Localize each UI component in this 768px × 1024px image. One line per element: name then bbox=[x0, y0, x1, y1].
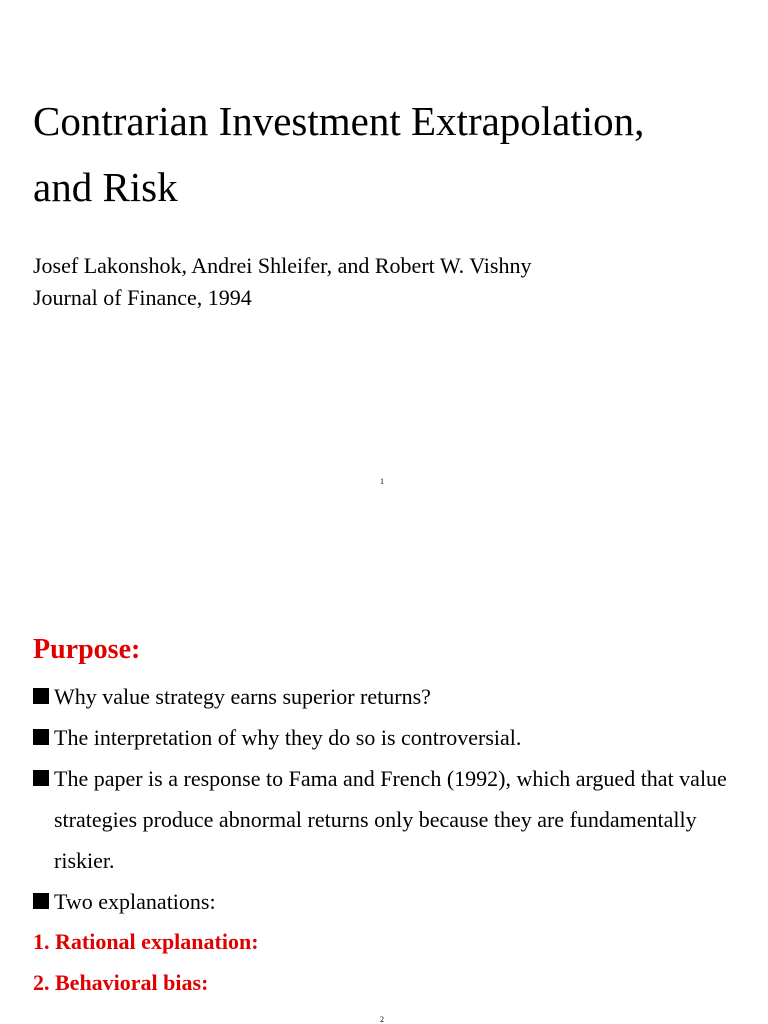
square-bullet-icon bbox=[33, 688, 49, 704]
bullet-item bbox=[33, 758, 743, 881]
square-bullet-icon bbox=[33, 770, 49, 786]
title-slide bbox=[0, 0, 768, 500]
bullet-list bbox=[33, 676, 743, 922]
authors-line: Josef Lakonshok, Andrei Shleifer, and Robert W. Vishny bbox=[33, 253, 532, 278]
bullet-text: The interpretation of why they do so is controversial. bbox=[54, 725, 522, 750]
bullet-item bbox=[33, 676, 743, 717]
page-number: 2 bbox=[380, 1015, 384, 1024]
purpose-slide bbox=[0, 600, 768, 1024]
bullet-text: Why value strategy earns superior returns? bbox=[54, 684, 431, 709]
bullet-item bbox=[33, 881, 743, 922]
author-block bbox=[33, 250, 531, 314]
purpose-heading: Purpose: bbox=[33, 634, 141, 665]
behavioral-bias-item: 2. Behavioral bias: bbox=[33, 970, 209, 995]
bullet-text: Two explanations: bbox=[54, 889, 216, 914]
paper-title-line-2: and Risk bbox=[33, 164, 178, 210]
bullet-item bbox=[33, 717, 743, 758]
paper-title bbox=[33, 88, 753, 220]
journal-line: Journal of Finance, 1994 bbox=[33, 285, 252, 310]
bullet-text: The paper is a response to Fama and French (1992), which argued that value strategies produce abnormal returns only because they are fundamentally riskier. bbox=[54, 766, 727, 873]
square-bullet-icon bbox=[33, 893, 49, 909]
rational-explanation-item: 1. Rational explanation: bbox=[33, 929, 259, 954]
square-bullet-icon bbox=[33, 729, 49, 745]
paper-title-line-1: Contrarian Investment Extrapolation, bbox=[33, 98, 645, 144]
page-number: 1 bbox=[380, 477, 384, 486]
